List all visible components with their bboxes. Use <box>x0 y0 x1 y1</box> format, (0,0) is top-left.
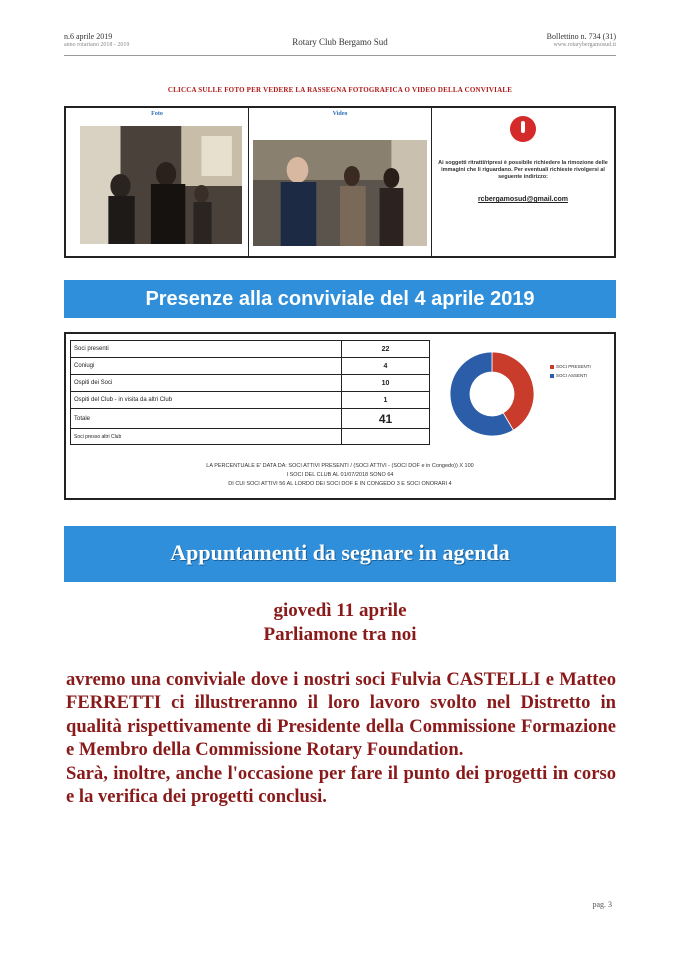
media-box <box>64 106 616 258</box>
table-row <box>71 375 430 392</box>
row-value: 4 <box>342 358 430 375</box>
row-value <box>342 429 430 445</box>
event-photo[interactable] <box>80 126 242 244</box>
appointments-banner: Appuntamenti da segnare in agenda <box>64 526 616 582</box>
footnote-line: I SOCI DEL CLUB AL 01/07/2018 SONO 64 <box>286 472 394 478</box>
privacy-email-link[interactable]: rcbergamosud@gmail.com <box>477 196 569 203</box>
legend-item <box>550 364 610 370</box>
presence-footnote <box>70 462 610 489</box>
footnote-line: DI CUI SOCI ATTIVI 56 AL LORDO DEI SOCI DOF E IN CONGEDO 3 E SOCI ONORARI 4 <box>228 481 452 487</box>
header-right <box>547 32 616 50</box>
event-title: Parliamone tra noi <box>263 624 417 645</box>
row-label: Soci presenti <box>71 341 342 358</box>
microphone-icon <box>510 116 536 142</box>
presence-banner: Presenze alla conviviale del 4 aprile 2019 <box>64 280 616 318</box>
header-date: n.6 aprile 2019 <box>64 32 113 41</box>
row-label: Ospiti dei Soci <box>71 375 342 392</box>
footnote-line: LA PERCENTUALE E' DATA DA: SOCI ATTIVI PRESENTI / (SOCI ATTIVI - (SOCI DOF e in Congedo)) X 100 <box>206 463 474 469</box>
row-value: 1 <box>342 392 430 409</box>
presence-box <box>64 332 616 500</box>
legend-label: SOCI PRESENTI <box>556 364 591 369</box>
row-label: Ospiti del Club - in visita da altri Club <box>71 392 342 409</box>
presence-table <box>70 340 430 445</box>
row-value: 10 <box>342 375 430 392</box>
header-bulletin-number: Bollettino n. 734 (31) <box>546 32 616 41</box>
legend-label: SOCI ASSENTI <box>556 373 588 378</box>
legend-swatch <box>550 374 554 378</box>
table-row <box>71 341 430 358</box>
header-club-name: Rotary Club Bergamo Sud <box>292 37 388 47</box>
page-number: pag. 3 <box>592 900 612 909</box>
row-label: Soci presso altri Club <box>71 429 342 445</box>
event-description <box>66 668 616 808</box>
table-row <box>71 358 430 375</box>
legend-item <box>550 373 610 379</box>
privacy-info-text: Ai soggetti ritratti/ripresi è possibile richiedere la rimozione delle immagini che li riguardano. Per eventuali richieste rivolgersi al seguente indirizzo: <box>438 160 608 180</box>
video-cell[interactable] <box>249 108 432 256</box>
header-website: www.rotarybergamosud.it <box>553 42 616 48</box>
event-paragraph: Sarà, inoltre, anche l'occasione per fare il punto dei progetti in corso e la verifica dei progetti conclusi. <box>66 762 616 808</box>
table-row <box>71 392 430 409</box>
event-video-thumbnail[interactable] <box>253 140 427 246</box>
chart-legend <box>550 364 610 382</box>
row-label: Coniugi <box>71 358 342 375</box>
photo-label: Foto <box>151 111 163 117</box>
event-paragraph: avremo una conviviale dove i nostri soci Fulvia CASTELLI e Matteo FERRETTI ci illustreranno il loro lavoro svolto nel Distretto in qualità rispettivamente di Presidente della Commissione Formazione e Membro della Commissione Rotary Foundation. <box>66 669 616 761</box>
row-value: 41 <box>342 409 430 429</box>
page-header <box>64 30 616 56</box>
table-row <box>71 429 430 445</box>
table-row-total <box>71 409 430 429</box>
header-year: anno rotariano 2018 - 2019 <box>64 42 130 48</box>
legend-swatch <box>550 365 554 369</box>
click-instruction: CLICCA SULLE FOTO PER VEDERE LA RASSEGNA FOTOGRAFICA O VIDEO DELLA CONVIVIALE <box>167 86 513 94</box>
attendance-chart <box>440 344 610 444</box>
privacy-info-cell <box>432 108 614 256</box>
video-label: Video <box>332 111 348 117</box>
row-value: 22 <box>342 341 430 358</box>
donut-chart <box>440 344 550 444</box>
photo-cell[interactable] <box>66 108 249 256</box>
event-date: giovedì 11 aprile <box>273 600 407 621</box>
row-label: Totale <box>71 409 342 429</box>
